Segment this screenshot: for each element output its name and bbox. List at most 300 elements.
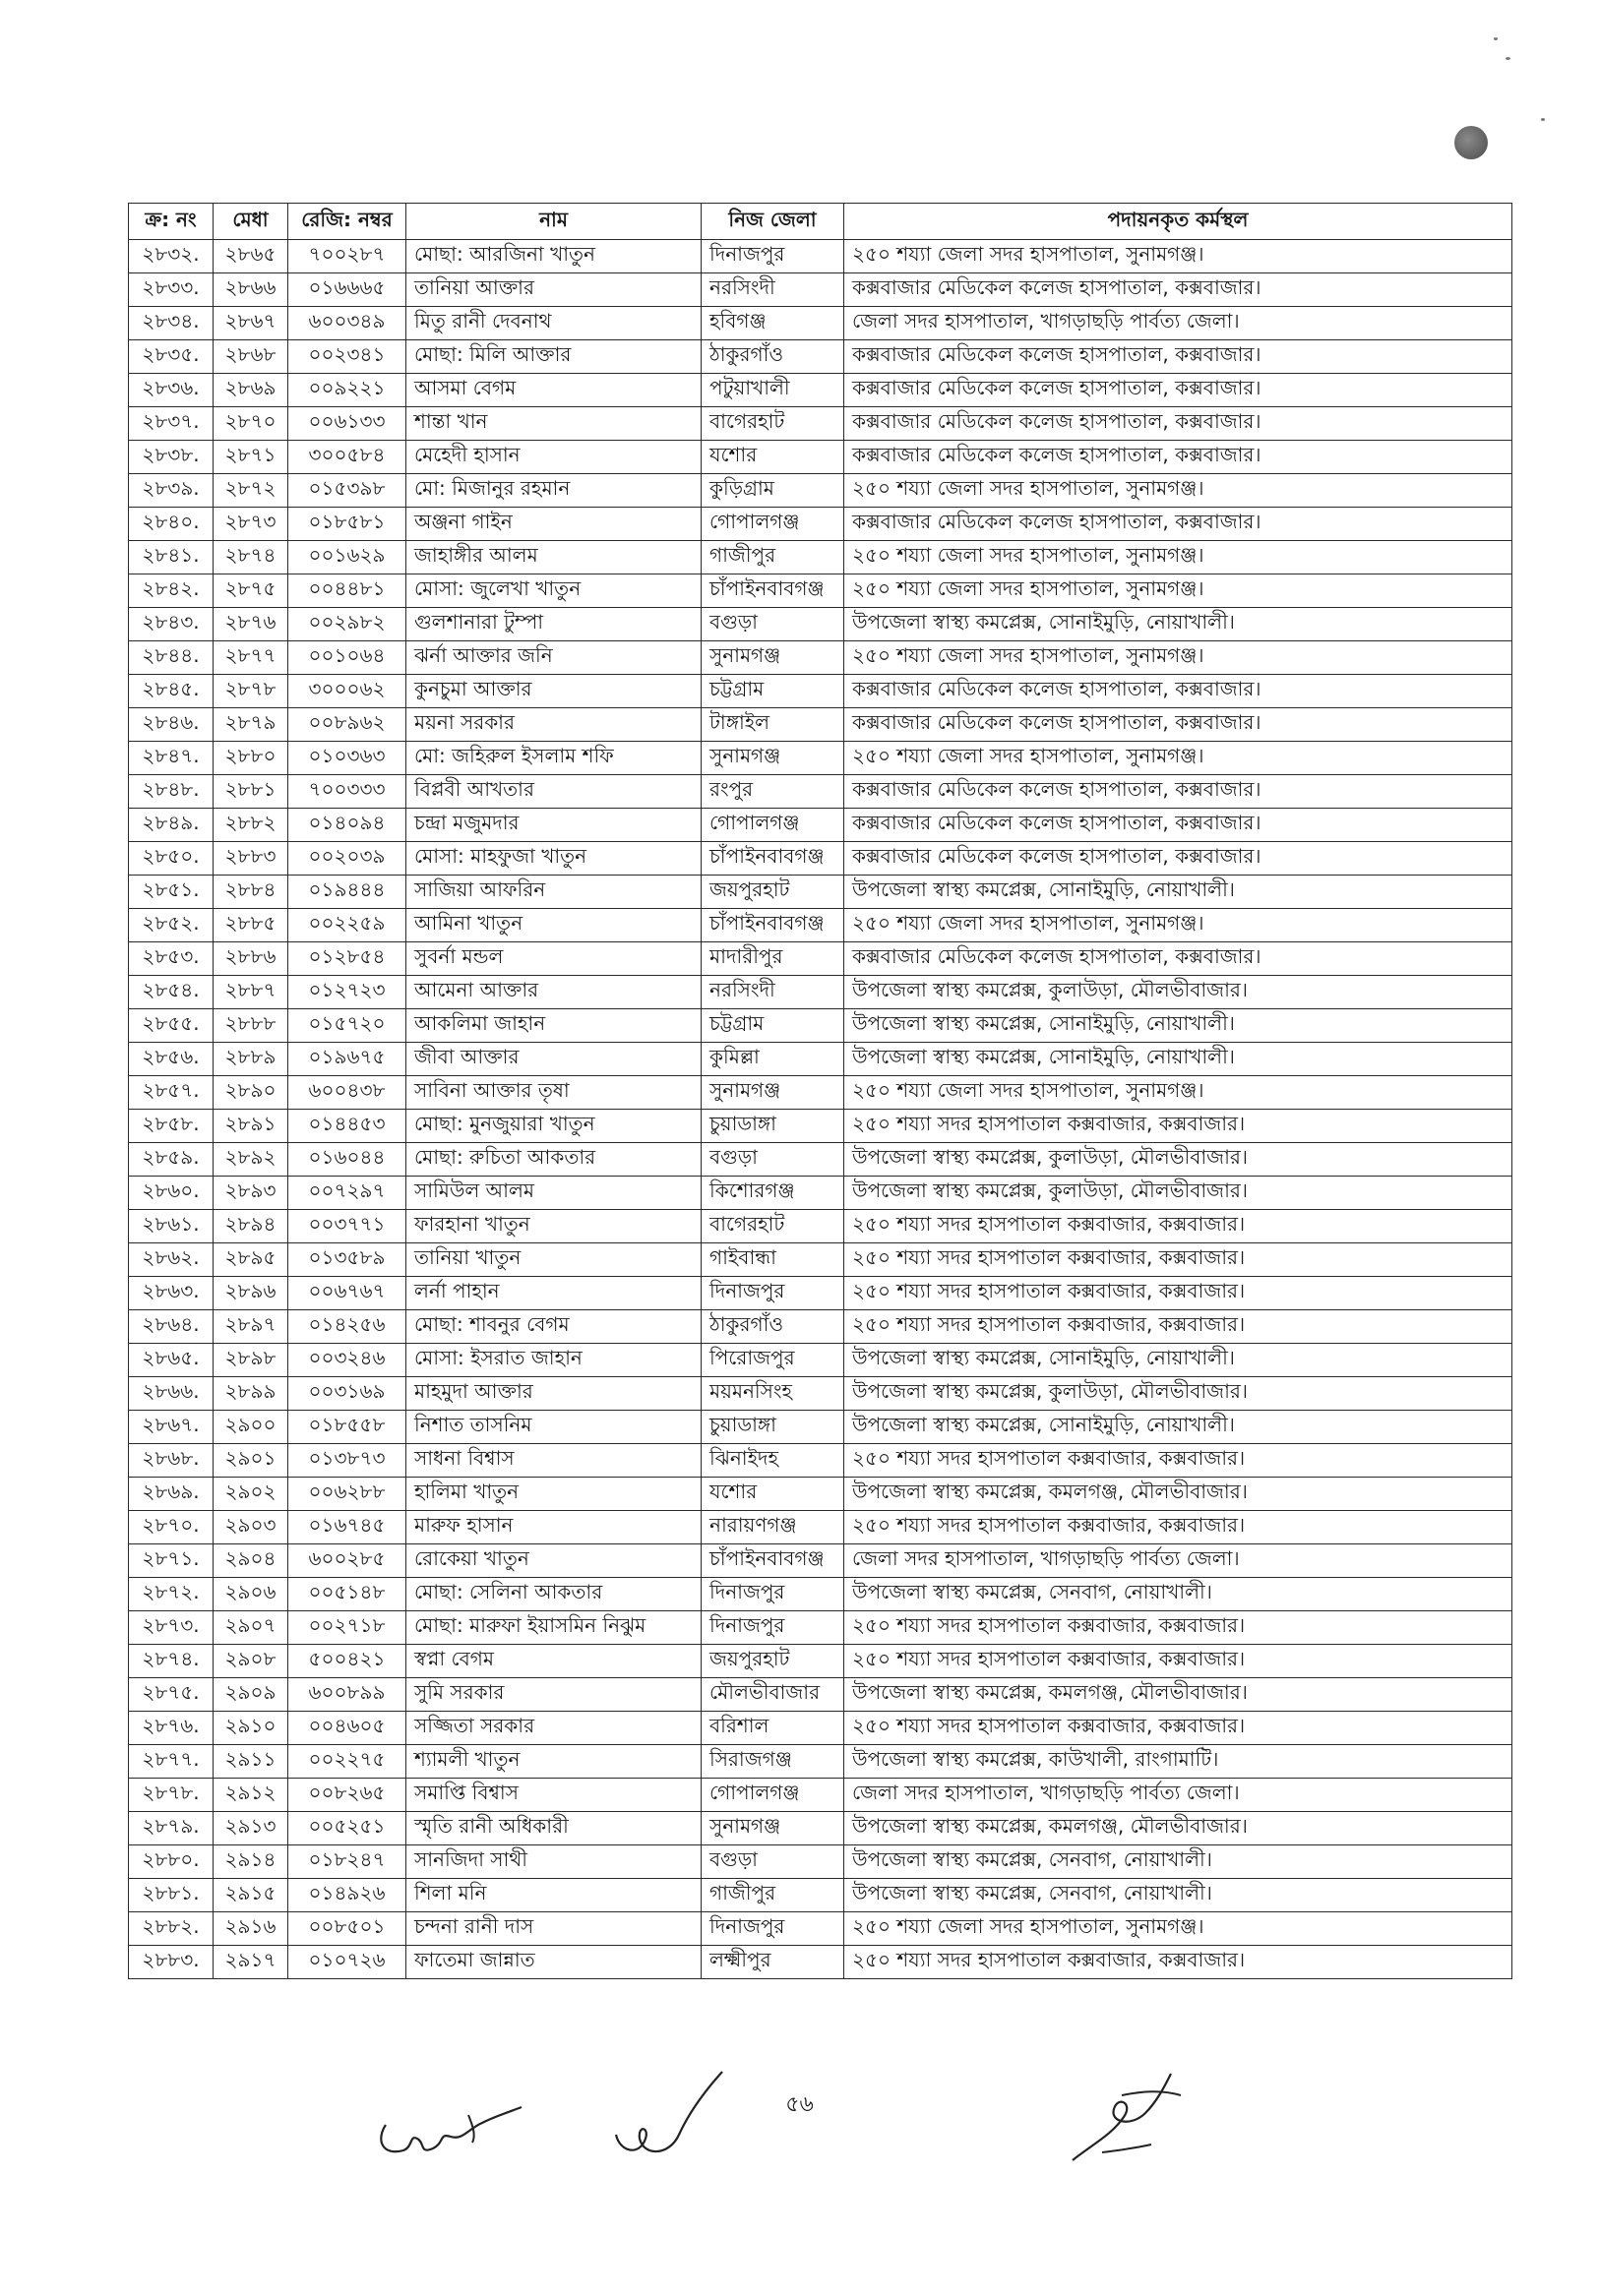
serial-cell: ২৮৬৬. (129, 1377, 214, 1411)
home-district-cell: চট্টগ্রাম (702, 675, 844, 708)
name-cell: তানিয়া আক্তার (406, 273, 702, 307)
reg-number-cell: ০১৮৫৫৮ (288, 1411, 406, 1444)
table-row (129, 742, 1512, 775)
serial-cell: ২৮৩৯. (129, 474, 214, 508)
serial-cell: ২৮৭৭. (129, 1745, 214, 1779)
table-row (129, 909, 1512, 942)
signature-left (374, 2085, 531, 2164)
merit-cell: ২৮৯২ (214, 1143, 288, 1177)
merit-cell: ২৮৬৯ (214, 374, 288, 407)
name-cell: চন্দ্রা মজুমদার (406, 809, 702, 842)
serial-cell: ২৮৬৩. (129, 1277, 214, 1310)
name-cell: সুমি সরকার (406, 1678, 702, 1712)
home-district-cell: চাঁপাইনবাবগঞ্জ (702, 1544, 844, 1578)
name-cell: সাধনা বিশ্বাস (406, 1444, 702, 1478)
table-row (129, 1344, 1512, 1377)
posting-place-cell: ২৫০ শয্যা জেলা সদর হাসপাতাল, সুনামগঞ্জ। (844, 641, 1512, 675)
home-district-cell: ঠাকুরগাঁও (702, 340, 844, 374)
posting-place-cell: উপজেলা স্বাস্থ্য কমপ্লেক্স, সোনাইমুড়ি, নোয়াখালী। (844, 1009, 1512, 1043)
table-row (129, 1745, 1512, 1779)
posting-place-cell: ২৫০ শয্যা সদর হাসপাতাল কক্সবাজার, কক্সবাজার। (844, 1310, 1512, 1344)
merit-cell: ২৮৯৬ (214, 1277, 288, 1310)
reg-number-cell: ৬০০৪৩৮ (288, 1076, 406, 1110)
posting-place-cell: ২৫০ শয্যা জেলা সদর হাসপাতাল, সুনামগঞ্জ। (844, 1912, 1512, 1946)
serial-cell: ২৮৩৮. (129, 441, 214, 474)
table-row (129, 407, 1512, 441)
serial-cell: ২৮৩২. (129, 240, 214, 273)
table-row (129, 1812, 1512, 1845)
posting-place-cell: কক্সবাজার মেডিকেল কলেজ হাসপাতাল, কক্সবাজার। (844, 675, 1512, 708)
posting-place-cell: উপজেলা স্বাস্থ্য কমপ্লেক্স, কুলাউড়া, মৌলভীবাজার। (844, 1143, 1512, 1177)
serial-cell: ২৮৪৬. (129, 708, 214, 742)
merit-cell: ২৮৯৮ (214, 1344, 288, 1377)
serial-cell: ২৮৬১. (129, 1210, 214, 1243)
home-district-cell: মৌলভীবাজার (702, 1678, 844, 1712)
name-cell: আকলিমা জাহান (406, 1009, 702, 1043)
table-row (129, 574, 1512, 608)
reg-number-cell: ০০৬১৩৩ (288, 407, 406, 441)
name-cell: ময়না সরকার (406, 708, 702, 742)
merit-cell: ২৮৭৬ (214, 608, 288, 641)
home-district-cell: দিনাজপুর (702, 1578, 844, 1611)
serial-cell: ২৮৪৩. (129, 608, 214, 641)
serial-cell: ২৮৩৪. (129, 307, 214, 340)
table-row (129, 1611, 1512, 1645)
merit-cell: ২৮৮৬ (214, 942, 288, 976)
serial-cell: ২৮৫৪. (129, 976, 214, 1009)
home-district-cell: নরসিংদী (702, 273, 844, 307)
reg-number-cell: ০০২৩৪১ (288, 340, 406, 374)
home-district-cell: বাগেরহাট (702, 407, 844, 441)
name-cell: সাবিনা আক্তার তৃষা (406, 1076, 702, 1110)
serial-cell: ২৮৭২. (129, 1578, 214, 1611)
serial-cell: ২৮৭৩. (129, 1611, 214, 1645)
table-row (129, 1544, 1512, 1578)
home-district-cell: যশোর (702, 441, 844, 474)
name-cell: মোসা: জুলেখা খাতুন (406, 574, 702, 608)
serial-cell: ২৮৪৫. (129, 675, 214, 708)
name-cell: ফারহানা খাতুন (406, 1210, 702, 1243)
serial-cell: ২৮৮১. (129, 1879, 214, 1912)
reg-number-cell: ৭০০৩৩৩ (288, 775, 406, 809)
serial-cell: ২৮৭৬. (129, 1712, 214, 1745)
merit-cell: ২৮৮২ (214, 809, 288, 842)
merit-cell: ২৮৭৭ (214, 641, 288, 675)
serial-cell: ২৮৬৯. (129, 1478, 214, 1511)
serial-cell: ২৮৬৪. (129, 1310, 214, 1344)
reg-number-cell: ০১৬৬৬৫ (288, 273, 406, 307)
posting-place-cell: কক্সবাজার মেডিকেল কলেজ হাসপাতাল, কক্সবাজার। (844, 809, 1512, 842)
table-row (129, 1076, 1512, 1110)
merit-cell: ২৮৯৯ (214, 1377, 288, 1411)
merit-cell: ২৮৮৯ (214, 1043, 288, 1076)
name-cell: মোসা: ইসরাত জাহান (406, 1344, 702, 1377)
posting-place-cell: ২৫০ শয্যা সদর হাসপাতাল কক্সবাজার, কক্সবাজার। (844, 1511, 1512, 1544)
merit-cell: ২৯০৩ (214, 1511, 288, 1544)
name-cell: স্মৃতি রানী অধিকারী (406, 1812, 702, 1845)
name-cell: মোছা: রুচিতা আকতার (406, 1143, 702, 1177)
name-cell: সুবর্না মন্ডল (406, 942, 702, 976)
serial-cell: ২৮৬০. (129, 1177, 214, 1210)
merit-cell: ২৯১৪ (214, 1845, 288, 1879)
home-district-cell: চাঁপাইনবাবগঞ্জ (702, 842, 844, 876)
serial-cell: ২৮৭৯. (129, 1812, 214, 1845)
posting-place-cell: কক্সবাজার মেডিকেল কলেজ হাসপাতাল, কক্সবাজার। (844, 775, 1512, 809)
table-row (129, 775, 1512, 809)
serial-cell: ২৮৫২. (129, 909, 214, 942)
signature-right (1063, 2066, 1200, 2174)
name-cell: সানজিদা সাথী (406, 1845, 702, 1879)
merit-cell: ২৮৭২ (214, 474, 288, 508)
name-cell: হালিমা খাতুন (406, 1478, 702, 1511)
serial-cell: ২৮৫১. (129, 876, 214, 909)
merit-cell: ২৮৬৮ (214, 340, 288, 374)
reg-number-cell: ০০১৬২৯ (288, 541, 406, 574)
name-cell: মিতু রানী দেবনাথ (406, 307, 702, 340)
table-row (129, 708, 1512, 742)
merit-cell: ২৯০২ (214, 1478, 288, 1511)
home-district-cell: কুড়িগ্রাম (702, 474, 844, 508)
table-row (129, 876, 1512, 909)
name-cell: তানিয়া খাতুন (406, 1243, 702, 1277)
merit-cell: ২৯১৫ (214, 1879, 288, 1912)
posting-place-cell: কক্সবাজার মেডিকেল কলেজ হাসপাতাল, কক্সবাজার। (844, 407, 1512, 441)
reg-number-cell: ০১৫৩৯৮ (288, 474, 406, 508)
reg-number-cell: ০১৬০৪৪ (288, 1143, 406, 1177)
posting-place-cell: জেলা সদর হাসপাতাল, খাগড়াছড়ি পার্বত্য জেলা। (844, 307, 1512, 340)
home-district-cell: পিরোজপুর (702, 1344, 844, 1377)
reg-number-cell: ০০৯২২১ (288, 374, 406, 407)
merit-cell: ২৮৯৭ (214, 1310, 288, 1344)
serial-cell: ২৮৫০. (129, 842, 214, 876)
table-row (129, 1578, 1512, 1611)
serial-cell: ২৮৫৫. (129, 1009, 214, 1043)
home-district-cell: লক্ষ্মীপুর (702, 1946, 844, 1979)
posting-place-cell: ২৫০ শয্যা জেলা সদর হাসপাতাল, সুনামগঞ্জ। (844, 474, 1512, 508)
home-district-cell: বাগেরহাট (702, 1210, 844, 1243)
table-row (129, 1712, 1512, 1745)
home-district-cell: হবিগঞ্জ (702, 307, 844, 340)
table-row (129, 1243, 1512, 1277)
page-number: ৫৬ (785, 2092, 814, 2117)
table-row (129, 340, 1512, 374)
posting-place-cell: উপজেলা স্বাস্থ্য কমপ্লেক্স, সোনাইমুড়ি, নোয়াখালী। (844, 608, 1512, 641)
merit-cell: ২৯১০ (214, 1712, 288, 1745)
home-district-cell: গাজীপুর (702, 1879, 844, 1912)
posting-place-cell: কক্সবাজার মেডিকেল কলেজ হাসপাতাল, কক্সবাজার। (844, 508, 1512, 541)
reg-number-cell: ০০৪৪৮১ (288, 574, 406, 608)
header-name: নাম (406, 204, 702, 240)
home-district-cell: সুনামগঞ্জ (702, 742, 844, 775)
serial-cell: ২৮৭১. (129, 1544, 214, 1578)
home-district-cell: দিনাজপুর (702, 1912, 844, 1946)
name-cell: সাজিয়া আফরিন (406, 876, 702, 909)
header-merit: মেধা (214, 204, 288, 240)
home-district-cell: পটুয়াখালী (702, 374, 844, 407)
home-district-cell: কিশোরগঞ্জ (702, 1177, 844, 1210)
reg-number-cell: ০০৫২৫১ (288, 1812, 406, 1845)
merit-cell: ২৮৭৮ (214, 675, 288, 708)
home-district-cell: মাদারীপুর (702, 942, 844, 976)
name-cell: মোছা: সেলিনা আকতার (406, 1578, 702, 1611)
table-row (129, 608, 1512, 641)
posting-place-cell: কক্সবাজার মেডিকেল কলেজ হাসপাতাল, কক্সবাজার। (844, 708, 1512, 742)
merit-cell: ২৯০০ (214, 1411, 288, 1444)
serial-cell: ২৮৪৪. (129, 641, 214, 675)
merit-cell: ২৯০৭ (214, 1611, 288, 1645)
reg-number-cell: ০০৩১৬৯ (288, 1377, 406, 1411)
reg-number-cell: ০০৩২৪৬ (288, 1344, 406, 1377)
scan-speck (1506, 57, 1510, 60)
home-district-cell: দিনাজপুর (702, 1277, 844, 1310)
serial-cell: ২৮৩৫. (129, 340, 214, 374)
name-cell: মো: জহিরুল ইসলাম শফি (406, 742, 702, 775)
table-header-row (129, 204, 1512, 240)
reg-number-cell: ০১৩৮৭৩ (288, 1444, 406, 1478)
punch-hole (1454, 126, 1488, 159)
table-row (129, 1645, 1512, 1678)
home-district-cell: চাঁপাইনবাবগঞ্জ (702, 574, 844, 608)
name-cell: সজ্জিতা সরকার (406, 1712, 702, 1745)
name-cell: স্বপ্না বেগম (406, 1645, 702, 1678)
home-district-cell: সিরাজগঞ্জ (702, 1745, 844, 1779)
home-district-cell: সুনামগঞ্জ (702, 641, 844, 675)
merit-cell: ২৯০৬ (214, 1578, 288, 1611)
name-cell: অঞ্জনা গাইন (406, 508, 702, 541)
header-reg-number: রেজি: নম্বর (288, 204, 406, 240)
reg-number-cell: ০০৮৫০১ (288, 1912, 406, 1946)
reg-number-cell: ০০৭২৯৭ (288, 1177, 406, 1210)
name-cell: শ্যামলী খাতুন (406, 1745, 702, 1779)
posting-place-cell: ২৫০ শয্যা জেলা সদর হাসপাতাল, সুনামগঞ্জ। (844, 574, 1512, 608)
home-district-cell: জয়পুরহাট (702, 876, 844, 909)
name-cell: মারুফ হাসান (406, 1511, 702, 1544)
serial-cell: ২৮৬৭. (129, 1411, 214, 1444)
table-row (129, 273, 1512, 307)
reg-number-cell: ৬০০৩৪৯ (288, 307, 406, 340)
name-cell: সমাপ্তি বিশ্বাস (406, 1779, 702, 1812)
serial-cell: ২৮৪৯. (129, 809, 214, 842)
reg-number-cell: ০০৫১৪৮ (288, 1578, 406, 1611)
merit-cell: ২৮৮০ (214, 742, 288, 775)
serial-cell: ২৮৪৮. (129, 775, 214, 809)
name-cell: আসমা বেগম (406, 374, 702, 407)
merit-cell: ২৯১২ (214, 1779, 288, 1812)
serial-cell: ২৮৬৫. (129, 1344, 214, 1377)
reg-number-cell: ০১৪০৯৪ (288, 809, 406, 842)
scan-speck (1541, 118, 1545, 121)
reg-number-cell: ০১৪৯২৬ (288, 1879, 406, 1912)
home-district-cell: গোপালগঞ্জ (702, 1779, 844, 1812)
table-row (129, 1110, 1512, 1143)
merit-cell: ২৮৯০ (214, 1076, 288, 1110)
serial-cell: ২৮৫৭. (129, 1076, 214, 1110)
serial-cell: ২৮৭৮. (129, 1779, 214, 1812)
posting-place-cell: ২৫০ শয্যা জেলা সদর হাসপাতাল, সুনামগঞ্জ। (844, 541, 1512, 574)
table-row (129, 1678, 1512, 1712)
reg-number-cell: ০০৪৬০৫ (288, 1712, 406, 1745)
scan-speck (1494, 37, 1498, 40)
reg-number-cell: ০১৮৫৮১ (288, 508, 406, 541)
home-district-cell: চুয়াডাঙ্গা (702, 1110, 844, 1143)
serial-cell: ২৮৮২. (129, 1912, 214, 1946)
merit-cell: ২৮৭৪ (214, 541, 288, 574)
name-cell: চন্দনা রানী দাস (406, 1912, 702, 1946)
table-row (129, 1879, 1512, 1912)
posting-place-cell: কক্সবাজার মেডিকেল কলেজ হাসপাতাল, কক্সবাজার। (844, 374, 1512, 407)
table-row (129, 1779, 1512, 1812)
posting-place-cell: উপজেলা স্বাস্থ্য কমপ্লেক্স, কুলাউড়া, মৌলভীবাজার। (844, 976, 1512, 1009)
reg-number-cell: ০০১০৬৪ (288, 641, 406, 675)
name-cell: জাহাঙ্গীর আলম (406, 541, 702, 574)
posting-place-cell: উপজেলা স্বাস্থ্য কমপ্লেক্স, কুলাউড়া, মৌলভীবাজার। (844, 1177, 1512, 1210)
reg-number-cell: ০০৮৯৬২ (288, 708, 406, 742)
home-district-cell: ঝিনাইদহ (702, 1444, 844, 1478)
merit-cell: ২৯০৪ (214, 1544, 288, 1578)
merit-cell: ২৯১৭ (214, 1946, 288, 1979)
name-cell: মোছা: মারুফা ইয়াসমিন নিঝুম (406, 1611, 702, 1645)
table-row (129, 809, 1512, 842)
reg-number-cell: ০০৩৭৭১ (288, 1210, 406, 1243)
merit-cell: ২৮৬৬ (214, 273, 288, 307)
home-district-cell: সুনামগঞ্জ (702, 1076, 844, 1110)
merit-cell: ২৮৯৩ (214, 1177, 288, 1210)
posting-place-cell: উপজেলা স্বাস্থ্য কমপ্লেক্স, কমলগঞ্জ, মৌলভীবাজার। (844, 1812, 1512, 1845)
serial-cell: ২৮৪০. (129, 508, 214, 541)
reg-number-cell: ৩০০০৬২ (288, 675, 406, 708)
posting-place-cell: উপজেলা স্বাস্থ্য কমপ্লেক্স, কুলাউড়া, মৌলভীবাজার। (844, 1377, 1512, 1411)
posting-place-cell: জেলা সদর হাসপাতাল, খাগড়াছড়ি পার্বত্য জেলা। (844, 1544, 1512, 1578)
merit-cell: ২৮৯৫ (214, 1243, 288, 1277)
signature-middle (610, 2066, 748, 2164)
table-row (129, 541, 1512, 574)
serial-cell: ২৮৩৩. (129, 273, 214, 307)
home-district-cell: চট্টগ্রাম (702, 1009, 844, 1043)
merit-cell: ২৮৮৭ (214, 976, 288, 1009)
reg-number-cell: ০০৮২৬৫ (288, 1779, 406, 1812)
merit-cell: ২৯০১ (214, 1444, 288, 1478)
reg-number-cell: ০০২০৩৯ (288, 842, 406, 876)
posting-place-cell: উপজেলা স্বাস্থ্য কমপ্লেক্স, সেনবাগ, নোয়াখালী। (844, 1879, 1512, 1912)
table-row (129, 1277, 1512, 1310)
reg-number-cell: ০১২৮৫৪ (288, 942, 406, 976)
reg-number-cell: ০১২৭২৩ (288, 976, 406, 1009)
reg-number-cell: ০০২২৫৯ (288, 909, 406, 942)
reg-number-cell: ০১০৩৬৩ (288, 742, 406, 775)
merit-cell: ২৯০৯ (214, 1678, 288, 1712)
home-district-cell: জয়পুরহাট (702, 1645, 844, 1678)
posting-place-cell: উপজেলা স্বাস্থ্য কমপ্লেক্স, সেনবাগ, নোয়াখালী। (844, 1845, 1512, 1879)
serial-cell: ২৮৪১. (129, 541, 214, 574)
posting-place-cell: ২৫০ শয্যা জেলা সদর হাসপাতাল, সুনামগঞ্জ। (844, 1076, 1512, 1110)
merit-cell: ২৮৮১ (214, 775, 288, 809)
merit-cell: ২৮৮৮ (214, 1009, 288, 1043)
posting-place-cell: উপজেলা স্বাস্থ্য কমপ্লেক্স, কমলগঞ্জ, মৌলভীবাজার। (844, 1678, 1512, 1712)
serial-cell: ২৮৬২. (129, 1243, 214, 1277)
reg-number-cell: ০০২২৭৫ (288, 1745, 406, 1779)
table-row (129, 842, 1512, 876)
posting-place-cell: উপজেলা স্বাস্থ্য কমপ্লেক্স, সোনাইমুড়ি, নোয়াখালী। (844, 1043, 1512, 1076)
home-district-cell: সুনামগঞ্জ (702, 1812, 844, 1845)
posting-place-cell: কক্সবাজার মেডিকেল কলেজ হাসপাতাল, কক্সবাজার। (844, 340, 1512, 374)
posting-place-cell: ২৫০ শয্যা সদর হাসপাতাল কক্সবাজার, কক্সবাজার। (844, 1110, 1512, 1143)
merit-cell: ২৮৭০ (214, 407, 288, 441)
posting-place-cell: ২৫০ শয্যা জেলা সদর হাসপাতাল, সুনামগঞ্জ। (844, 240, 1512, 273)
table-row (129, 1478, 1512, 1511)
name-cell: নিশাত তাসনিম (406, 1411, 702, 1444)
table-row (129, 1845, 1512, 1879)
posting-place-cell: ২৫০ শয্যা সদর হাসপাতাল কক্সবাজার, কক্সবাজার। (844, 1243, 1512, 1277)
posting-place-cell: ২৫০ শয্যা জেলা সদর হাসপাতাল, সুনামগঞ্জ। (844, 742, 1512, 775)
name-cell: সামিউল আলম (406, 1177, 702, 1210)
serial-cell: ২৮৩৬. (129, 374, 214, 407)
name-cell: ঝর্না আক্তার জনি (406, 641, 702, 675)
serial-cell: ২৮৮০. (129, 1845, 214, 1879)
table-row (129, 508, 1512, 541)
serial-cell: ২৮৭৪. (129, 1645, 214, 1678)
merit-cell: ২৯১৩ (214, 1812, 288, 1845)
table-row (129, 641, 1512, 675)
merit-cell: ২৯১৬ (214, 1912, 288, 1946)
header-posting-place: পদায়নকৃত কর্মস্থল (844, 204, 1512, 240)
name-cell: বিপ্লবী আখতার (406, 775, 702, 809)
merit-cell: ২৮৬৫ (214, 240, 288, 273)
name-cell: মোছা: শাবনুর বেগম (406, 1310, 702, 1344)
posting-place-cell: উপজেলা স্বাস্থ্য কমপ্লেক্স, সোনাইমুড়ি, নোয়াখালী। (844, 876, 1512, 909)
merit-cell: ২৮৯৪ (214, 1210, 288, 1243)
reg-number-cell: ০১৮২৪৭ (288, 1845, 406, 1879)
merit-cell: ২৮৭৯ (214, 708, 288, 742)
reg-number-cell: ৬০০২৮৫ (288, 1544, 406, 1578)
merit-cell: ২৮৭৩ (214, 508, 288, 541)
table-row (129, 441, 1512, 474)
table-row (129, 474, 1512, 508)
posting-place-cell: উপজেলা স্বাস্থ্য কমপ্লেক্স, কমলগঞ্জ, মৌলভীবাজার। (844, 1478, 1512, 1511)
name-cell: মোছা: মিলি আক্তার (406, 340, 702, 374)
name-cell: শান্তা খান (406, 407, 702, 441)
reg-number-cell: ০০৬৭৬৭ (288, 1277, 406, 1310)
name-cell: মোসা: মাহফুজা খাতুন (406, 842, 702, 876)
posting-place-cell: ২৫০ শয্যা সদর হাসপাতাল কক্সবাজার, কক্সবাজার। (844, 1210, 1512, 1243)
name-cell: মো: মিজানুর রহমান (406, 474, 702, 508)
merit-cell: ২৮৭১ (214, 441, 288, 474)
table-row (129, 976, 1512, 1009)
name-cell: জীবা আক্তার (406, 1043, 702, 1076)
reg-number-cell: ০০২৯৮২ (288, 608, 406, 641)
table-row (129, 374, 1512, 407)
name-cell: মোছা: মুনজুয়ারা খাতুন (406, 1110, 702, 1143)
serial-cell: ২৮৩৭. (129, 407, 214, 441)
serial-cell: ২৮৫৯. (129, 1143, 214, 1177)
name-cell: আমিনা খাতুন (406, 909, 702, 942)
posting-place-cell: ২৫০ শয্যা সদর হাসপাতাল কক্সবাজার, কক্সবাজার। (844, 1645, 1512, 1678)
merit-cell: ২৮৬৭ (214, 307, 288, 340)
posting-place-cell: উপজেলা স্বাস্থ্য কমপ্লেক্স, সোনাইমুড়ি, নোয়াখালী। (844, 1344, 1512, 1377)
table-row (129, 1143, 1512, 1177)
table-row (129, 942, 1512, 976)
home-district-cell: বগুড়া (702, 1845, 844, 1879)
table-row (129, 1043, 1512, 1076)
home-district-cell: টাঙ্গাইল (702, 708, 844, 742)
name-cell: লর্না পাহান (406, 1277, 702, 1310)
serial-cell: ২৮৪৭. (129, 742, 214, 775)
home-district-cell: কুমিল্লা (702, 1043, 844, 1076)
table-row (129, 1310, 1512, 1344)
name-cell: মোছা: আরজিনা খাতুন (406, 240, 702, 273)
home-district-cell: বরিশাল (702, 1712, 844, 1745)
reg-number-cell: ৩০০৫৮৪ (288, 441, 406, 474)
name-cell: রোকেয়া খাতুন (406, 1544, 702, 1578)
